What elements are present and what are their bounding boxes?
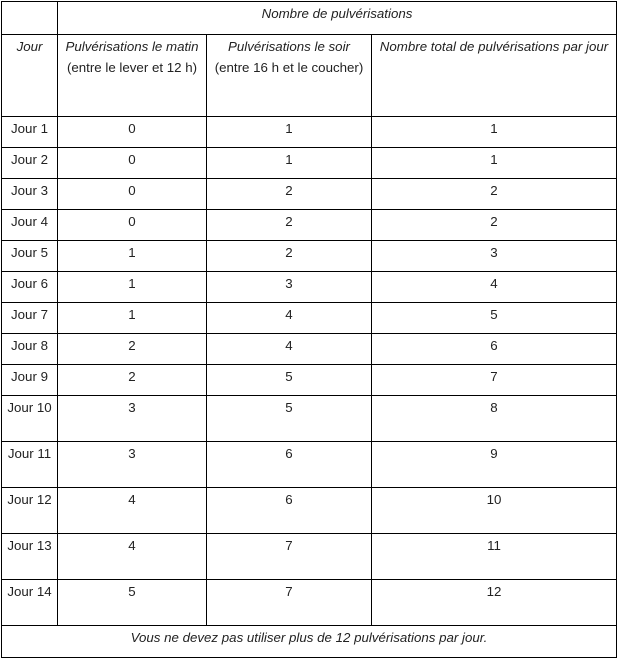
- morning-cell: 2: [58, 334, 207, 365]
- evening-header-title: Pulvérisations le soir: [228, 39, 350, 54]
- table-row: [2, 179, 617, 210]
- footer-note: Vous ne devez pas utiliser plus de 12 pulvérisations par jour.: [2, 626, 617, 658]
- total-cell: 6: [372, 334, 617, 365]
- table-row: [2, 148, 617, 179]
- evening-cell: 6: [207, 488, 372, 534]
- day-cell: Jour 5: [2, 241, 58, 272]
- evening-cell: 1: [207, 148, 372, 179]
- dosing-schedule-table: [1, 1, 617, 658]
- total-cell: 4: [372, 272, 617, 303]
- empty-corner-cell: [2, 2, 58, 35]
- total-cell: 9: [372, 442, 617, 488]
- total-cell: 3: [372, 241, 617, 272]
- evening-header-subtitle: (entre 16 h et le coucher): [214, 60, 364, 75]
- table-row: [2, 334, 617, 365]
- evening-cell: 7: [207, 534, 372, 580]
- table-row: [2, 365, 617, 396]
- evening-cell: 5: [207, 365, 372, 396]
- total-cell: 12: [372, 580, 617, 626]
- day-cell: Jour 14: [2, 580, 58, 626]
- morning-cell: 4: [58, 534, 207, 580]
- total-column-header: [372, 35, 617, 117]
- total-cell: 1: [372, 117, 617, 148]
- morning-cell: 0: [58, 210, 207, 241]
- table-row: [2, 210, 617, 241]
- morning-column-header: [58, 35, 207, 117]
- evening-cell: 6: [207, 442, 372, 488]
- morning-header-title: Pulvérisations le matin: [65, 39, 199, 54]
- morning-cell: 5: [58, 580, 207, 626]
- day-cell: Jour 7: [2, 303, 58, 334]
- evening-cell: 3: [207, 272, 372, 303]
- column-header-row: [2, 35, 617, 117]
- total-cell: 2: [372, 179, 617, 210]
- total-cell: 7: [372, 365, 617, 396]
- evening-cell: 5: [207, 396, 372, 442]
- morning-cell: 0: [58, 117, 207, 148]
- day-cell: Jour 4: [2, 210, 58, 241]
- table-row: [2, 241, 617, 272]
- evening-cell: 2: [207, 210, 372, 241]
- morning-cell: 4: [58, 488, 207, 534]
- day-header-label: Jour: [16, 39, 43, 54]
- group-header: Nombre de pulvérisations: [58, 2, 617, 35]
- evening-cell: 7: [207, 580, 372, 626]
- day-cell: Jour 8: [2, 334, 58, 365]
- total-cell: 11: [372, 534, 617, 580]
- table-row: [2, 488, 617, 534]
- evening-column-header: [207, 35, 372, 117]
- evening-cell: 4: [207, 334, 372, 365]
- morning-cell: 1: [58, 272, 207, 303]
- day-cell: Jour 11: [2, 442, 58, 488]
- table-row: [2, 117, 617, 148]
- total-cell: 2: [372, 210, 617, 241]
- morning-cell: 3: [58, 396, 207, 442]
- total-cell: 5: [372, 303, 617, 334]
- morning-cell: 0: [58, 179, 207, 210]
- group-header-row: [2, 2, 617, 35]
- morning-cell: 2: [58, 365, 207, 396]
- day-cell: Jour 3: [2, 179, 58, 210]
- day-cell: Jour 2: [2, 148, 58, 179]
- total-header-title: Nombre total de pulvérisations par jour: [379, 39, 609, 54]
- day-cell: Jour 12: [2, 488, 58, 534]
- table-row: [2, 272, 617, 303]
- table-row: [2, 396, 617, 442]
- evening-cell: 2: [207, 241, 372, 272]
- total-cell: 8: [372, 396, 617, 442]
- day-cell: Jour 13: [2, 534, 58, 580]
- morning-cell: 1: [58, 303, 207, 334]
- footer-row: [2, 626, 617, 658]
- evening-cell: 2: [207, 179, 372, 210]
- day-cell: Jour 6: [2, 272, 58, 303]
- morning-cell: 0: [58, 148, 207, 179]
- table-row: [2, 303, 617, 334]
- table-row: [2, 580, 617, 626]
- table-row: [2, 442, 617, 488]
- day-cell: Jour 9: [2, 365, 58, 396]
- morning-header-subtitle: (entre le lever et 12 h): [66, 60, 198, 75]
- day-cell: Jour 1: [2, 117, 58, 148]
- total-cell: 1: [372, 148, 617, 179]
- day-cell: Jour 10: [2, 396, 58, 442]
- evening-cell: 1: [207, 117, 372, 148]
- morning-cell: 1: [58, 241, 207, 272]
- day-column-header: [2, 35, 58, 117]
- evening-cell: 4: [207, 303, 372, 334]
- total-cell: 10: [372, 488, 617, 534]
- morning-cell: 3: [58, 442, 207, 488]
- table-row: [2, 534, 617, 580]
